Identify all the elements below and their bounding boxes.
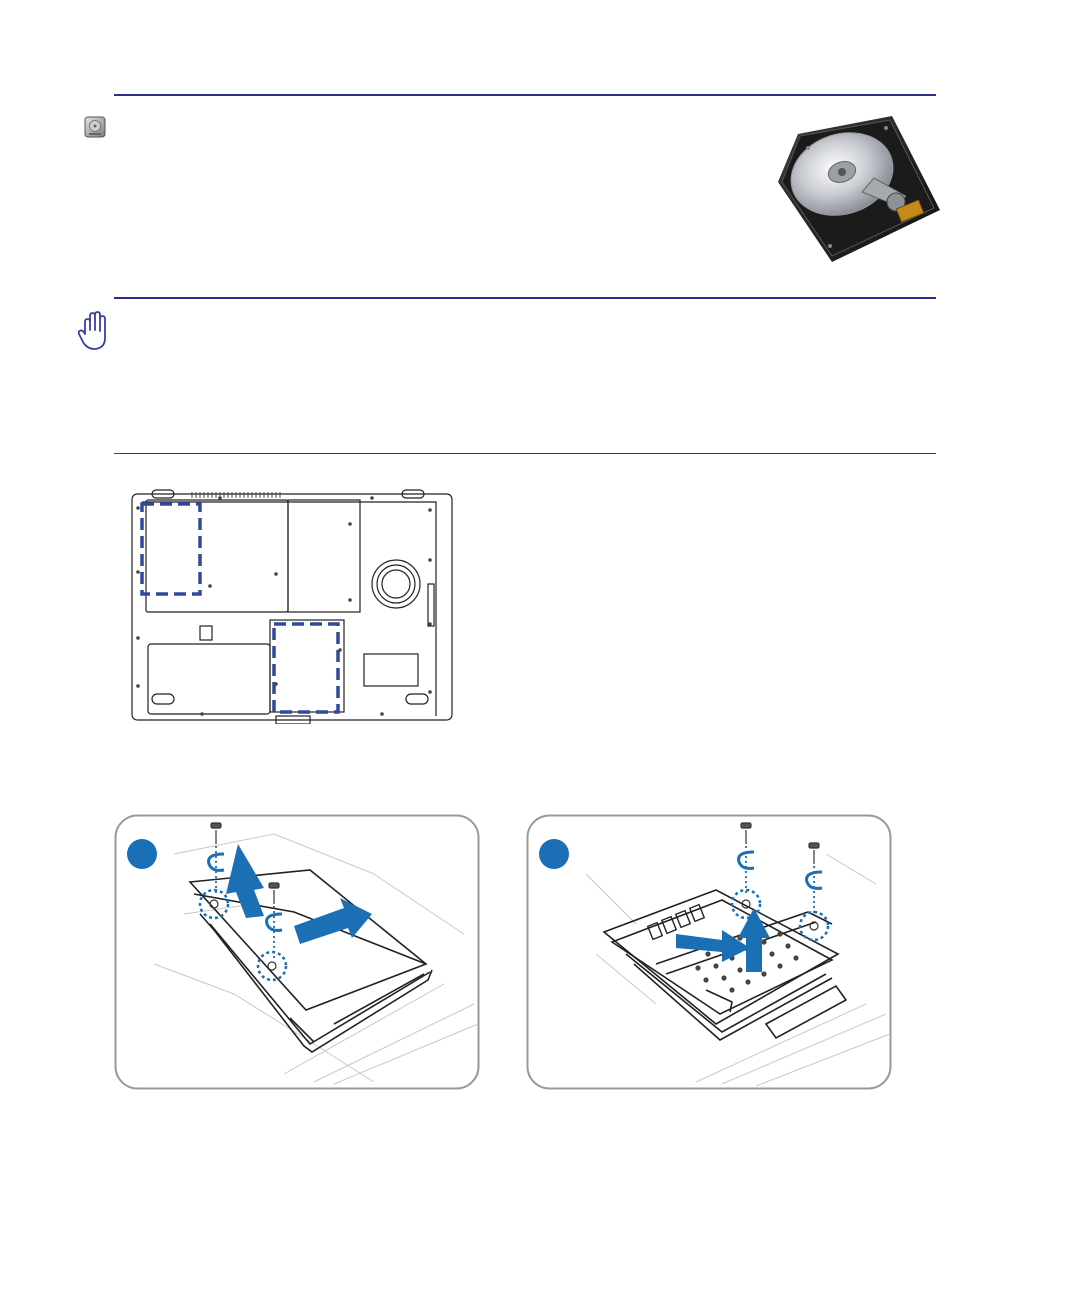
step-panel-1: [114, 814, 480, 1090]
hard-disk-drive-photo: [770, 112, 942, 264]
caution-top-rule: [114, 297, 936, 299]
hard-disk-icon: [84, 116, 106, 138]
top-rule: [114, 94, 936, 96]
laptop-bottom-diagram: [128, 488, 456, 724]
caution-hand-icon: [76, 310, 112, 352]
step-panel-2: [526, 814, 892, 1090]
caution-bottom-rule: [114, 453, 936, 454]
